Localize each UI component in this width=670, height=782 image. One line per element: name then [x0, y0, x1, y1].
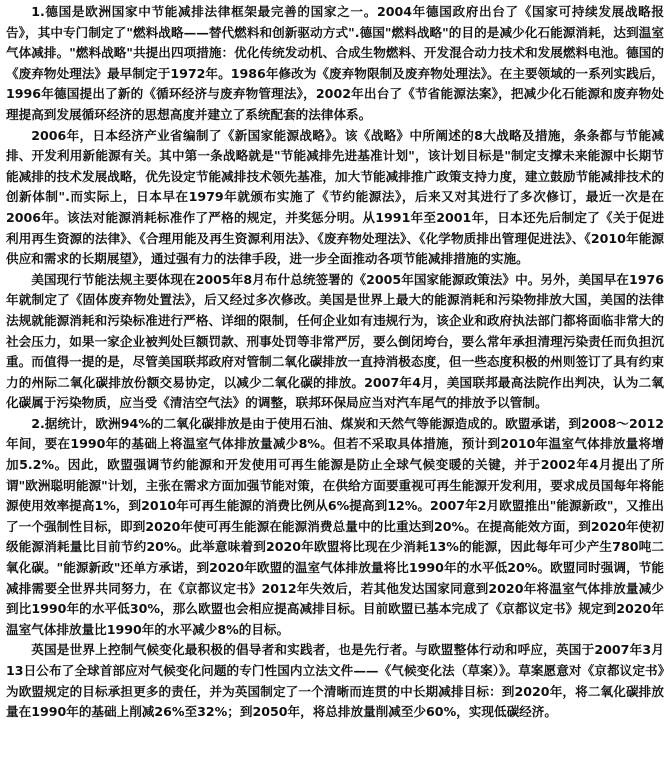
paragraph-uk: 英国是世界上控制气候变化最积极的倡导者和实践者，也是先行者。与欧盟整体行动和呼应，英国于2007年3月13日公布了全球首部应对气候变化问题的专门性国内立法文件——《气候变化法（草案）》。草案愿意对《京都议定书》为欧盟规定的目标承担更多的责任，并为英国制定了一个清晰而连贯的中长期减排目标：到2020年，将二氧化碳排放量在1990年的基础上削减26%至32%；到2050年，将总排放量削减至少60%，实现低碳经济。: [6, 642, 664, 720]
paragraph-eu: 2.据统计，欧洲94%的二氧化碳排放是由于使用石油、煤炭和天然气等能源造成的。欧盟承诺，到2008～2012年间，要在1990年的基础上将温室气体排放量减少8%。但若不采取具体措施，预计到2010年温室气体排放量将增加5.2%。因此，欧盟强调节约能源和开发使用可再生能源是防止全球气候变暖的关键，并于2002年4月提出了所谓"欧洲聪明能源"计划，主张在需求方面加强节能对策，在供给方面要重视可再生能源开发利用，要求成员国每年将能源使用效率提高1%，到2010年可再生能源的消费比例从6%提高到12%。2007年2月欧盟推出"能源新政"，又推出了一个强制性目标，即到2020年使可再生能源在能源消费总量中的比重达到20%。在提高能效方面，到2020年使初级能源消耗量比目前节约20%。此举意味着到2020年欧盟将比现在少消耗13%的能源，因此每年可少产生780吨二氧化碳。"能源新政"还单方承诺，到2020年欧盟的温室气体排放量将比1990年的水平低20%。欧盟同时强调，节能减排需要全世界共同努力，在《京都议定书》2012年失效后，若其他发达国家同意到2020年将温室气体排放量减少到比1990年的水平低30%，那么欧盟也会相应提高减排目标。目前欧盟已基本完成了《京都议定书》规定到2020年温室气体排放量比1990年的水平减少8%的目标。: [6, 415, 664, 637]
paragraph-japan: 2006年，日本经济产业省编制了《新国家能源战略》。该《战略》中所阐述的8大战略及措施，条条都与节能减排、开发利用新能源有关。其中第一条战略就是"节能减排先进基准计划"，该计划目标是"制定支撑未来能源中长期节能减排的技术发展战略，优先设定节能减排技术领先基准，加大节能减排推广政策支持力度，建立鼓励节能减排技术的创新体制".而实际上，日本早在1979年就颁布实施了《节约能源法》，后来又对其进行了多次修订，最近一次是在2006年。该法对能源消耗标准作了严格的规定，并奖惩分明。从1991年至2001年，日本还先后制定了《关于促进利用再生资源的法律》、《合理用能及再生资源利用法》、《废弃物处理法》、《化学物质排出管理促进法》、《2010年能源供应和需求的长期展望》，通过强有力的法律手段，进一步全面推动各项节能减排措施的实施。: [6, 127, 664, 267]
paragraph-germany: 1.德国是欧洲国家中节能减排法律框架最完善的国家之一。2004年德国政府出台了《国家可持续发展战略报告》，其中专门制定了"燃料战略——替代燃料和创新驱动方式".德国"燃料战略"的目的是减少化石能源消耗，达到温室气体减排。"燃料战略"共提出四项措施：优化传统发动机、合成生物燃料、开发混合动力技术和发展燃料电池。德国的《废弃物处理法》最早制定于1972年。1986年修改为《废弃物限制及废弃物处理法》。在主要领域的一系列实践后，1996年德国提出了新的《循环经济与废弃物管理法》，2002年出台了《节省能源法案》，把减少化石能源和废弃物处理提高到发展循环经济的思想高度并建立了系统配套的法律体系。: [6, 4, 664, 122]
paragraph-usa: 美国现行节能法规主要体现在2005年8月布什总统签署的《2005年国家能源政策法》中。另外，美国早在1976年就制定了《固体废弃物处置法》，后又经过多次修改。美国是世界上最大的能源消耗和污染物排放大国，美国的法律法规就能源消耗和污染标准进行严格、详细的限制，任何企业如有违规行为，该企业和政府执法部门都将面临非常大的社会压力，如果一家企业被判处巨额罚款、刑事处罚等非常严厉，要么倒闭垮台，要么常年承担清理污染责任而负担沉重。而值得一提的是，尽管美国联邦政府对管制二氧化碳排放一直持消极态度，但一些态度积极的州则签订了具有约束力的州际二氧化碳排放份额交易协定，以减少二氧化碳的排放。2007年4月，美国联邦最高法院作出判决，认为二氧化碳属于污染物质，应当受《清洁空气法》的调整，联邦环保局应当对汽车尾气的排放予以管制。: [6, 271, 664, 411]
